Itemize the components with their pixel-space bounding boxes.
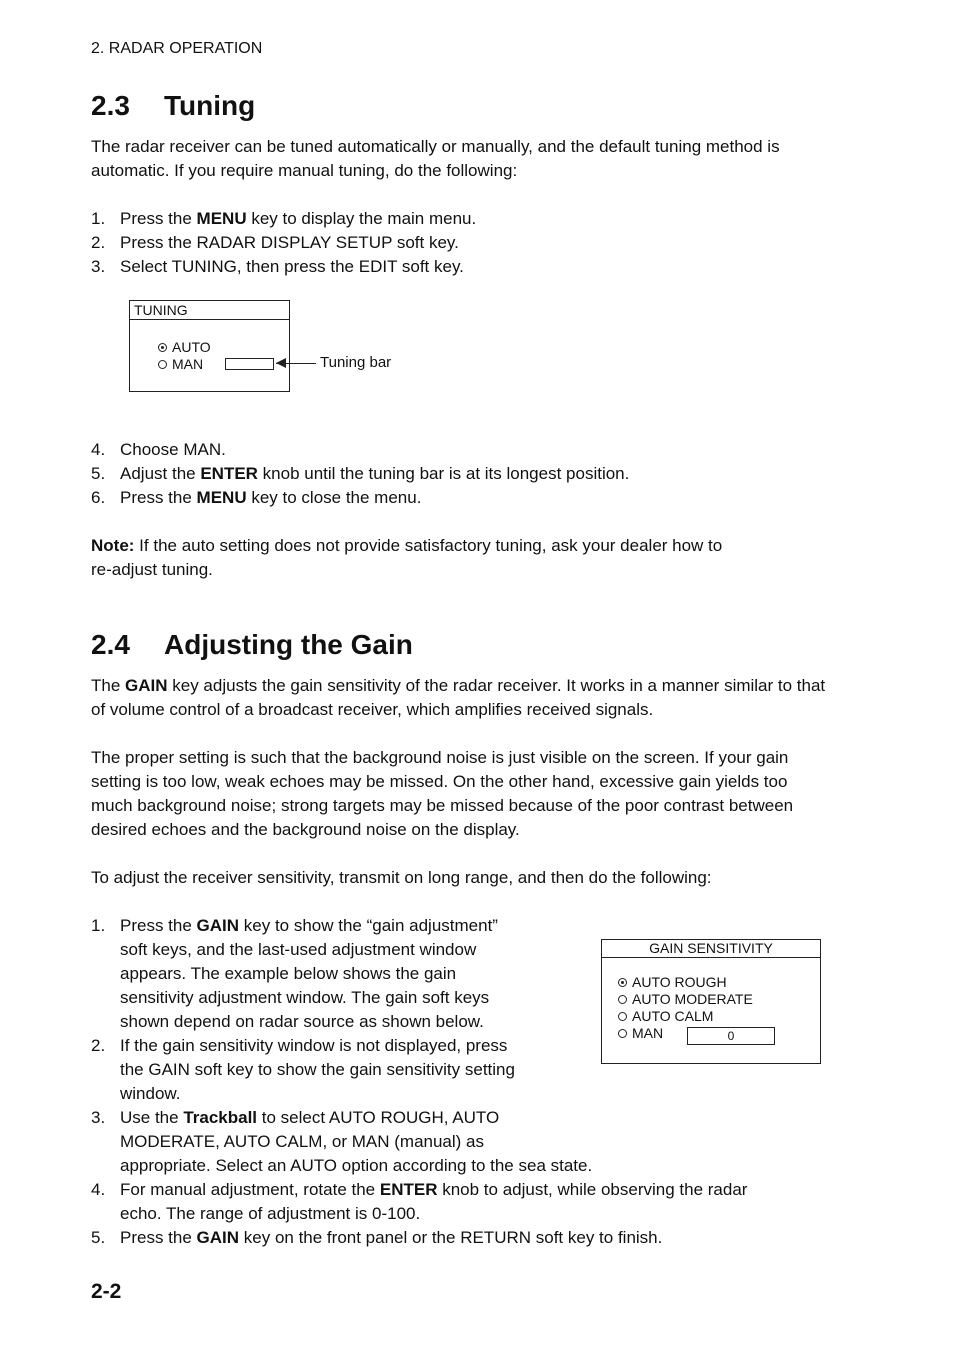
section-number: 2.4 — [91, 629, 130, 660]
step-item: 3. Use the Trackball to select AUTO ROUGH, AUTO MODERATE, AUTO CALM, or MAN (manual) as appropriate. Select an AUTO option according to the sea state. — [91, 1108, 593, 1175]
step-item: 1. Press the GAIN key to show the “gain adjustment” soft keys, and the last-used adjustment window appears. The example below shows the gain sensitivity adjustment window. The gain soft keys shown depend on radar source as shown below. — [91, 916, 498, 1031]
radio-empty-icon — [618, 995, 627, 1004]
tuning-bar — [225, 358, 274, 370]
note-label: Note: — [91, 536, 135, 555]
step-item: 2. Press the RADAR DISPLAY SETUP soft key. — [91, 233, 459, 252]
step-item: 5. Adjust the ENTER knob until the tuning bar is at its longest position. — [91, 464, 630, 483]
step-item: 3. Select TUNING, then press the EDIT soft key. — [91, 257, 464, 276]
tuning-intro: The radar receiver can be tuned automatically or manually, and the default tuning method is automatic. If you require manual tuning, do the following: — [91, 137, 780, 180]
step-item: 4. Choose MAN. — [91, 440, 226, 459]
tuning-note: Note: If the auto setting does not provide satisfactory tuning, ask your dealer how to re-adjust tuning. — [91, 536, 723, 579]
radio-empty-icon — [158, 360, 167, 369]
section-heading-gain — [91, 629, 413, 661]
step-item: 1. Press the MENU key to display the main menu. — [91, 209, 477, 228]
running-header: 2. RADAR OPERATION — [91, 40, 263, 57]
gain-sensitivity-box — [601, 939, 821, 1064]
step-item: 6. Press the MENU key to close the menu. — [91, 488, 422, 507]
arrow-left-icon — [276, 358, 286, 368]
section-heading-tuning — [91, 90, 255, 122]
tuning-box-title: TUNING — [130, 301, 289, 320]
tuning-bar-callout: Tuning bar — [320, 354, 392, 371]
radio-selected-icon — [618, 978, 627, 987]
gain-paragraph-1: The GAIN key adjusts the gain sensitivity of the radar receiver. It works in a manner similar to that of volume control of a broadcast receiver, which amplifies received signals. — [91, 676, 826, 719]
section-title: Tuning — [164, 90, 256, 121]
gain-paragraph-3: To adjust the receiver sensitivity, transmit on long range, and then do the following: — [91, 868, 712, 887]
gain-paragraph-2: The proper setting is such that the background noise is just visible on the screen. If your gain setting is too low, weak echoes may be missed. On the other hand, excessive gain yields too much background noise; strong targets may be missed because of the poor contrast between desired echoes and the background noise on the display. — [91, 748, 794, 839]
gain-value-field[interactable]: 0 — [687, 1027, 775, 1045]
section-title: Adjusting the Gain — [164, 629, 413, 660]
step-item: 4. For manual adjustment, rotate the ENTER knob to adjust, while observing the radar echo. The range of adjustment is 0-100. — [91, 1180, 748, 1223]
tuning-option-auto[interactable]: AUTO — [158, 339, 289, 356]
gain-box-title: GAIN SENSITIVITY — [602, 940, 820, 958]
step-item: 2. If the gain sensitivity window is not displayed, press the GAIN soft key to show the gain sensitivity setting window. — [91, 1036, 515, 1103]
radio-empty-icon — [618, 1029, 627, 1038]
tuning-steps-b — [91, 438, 629, 510]
gain-option-auto-calm[interactable]: AUTO CALM — [618, 1008, 820, 1025]
radio-empty-icon — [618, 1012, 627, 1021]
page-number: 2-2 — [91, 1280, 122, 1303]
tuning-option-man[interactable]: MAN — [158, 356, 289, 373]
step-item: 5. Press the GAIN key on the front panel or the RETURN soft key to finish. — [91, 1228, 663, 1247]
gain-option-auto-moderate[interactable]: AUTO MODERATE — [618, 991, 820, 1008]
tuning-menu-box — [129, 300, 290, 392]
radio-selected-icon — [158, 343, 167, 352]
section-number: 2.3 — [91, 90, 130, 121]
gain-option-man[interactable]: MAN — [618, 1025, 820, 1042]
gain-option-auto-rough[interactable]: AUTO ROUGH — [618, 974, 820, 991]
tuning-steps-a — [91, 207, 476, 279]
